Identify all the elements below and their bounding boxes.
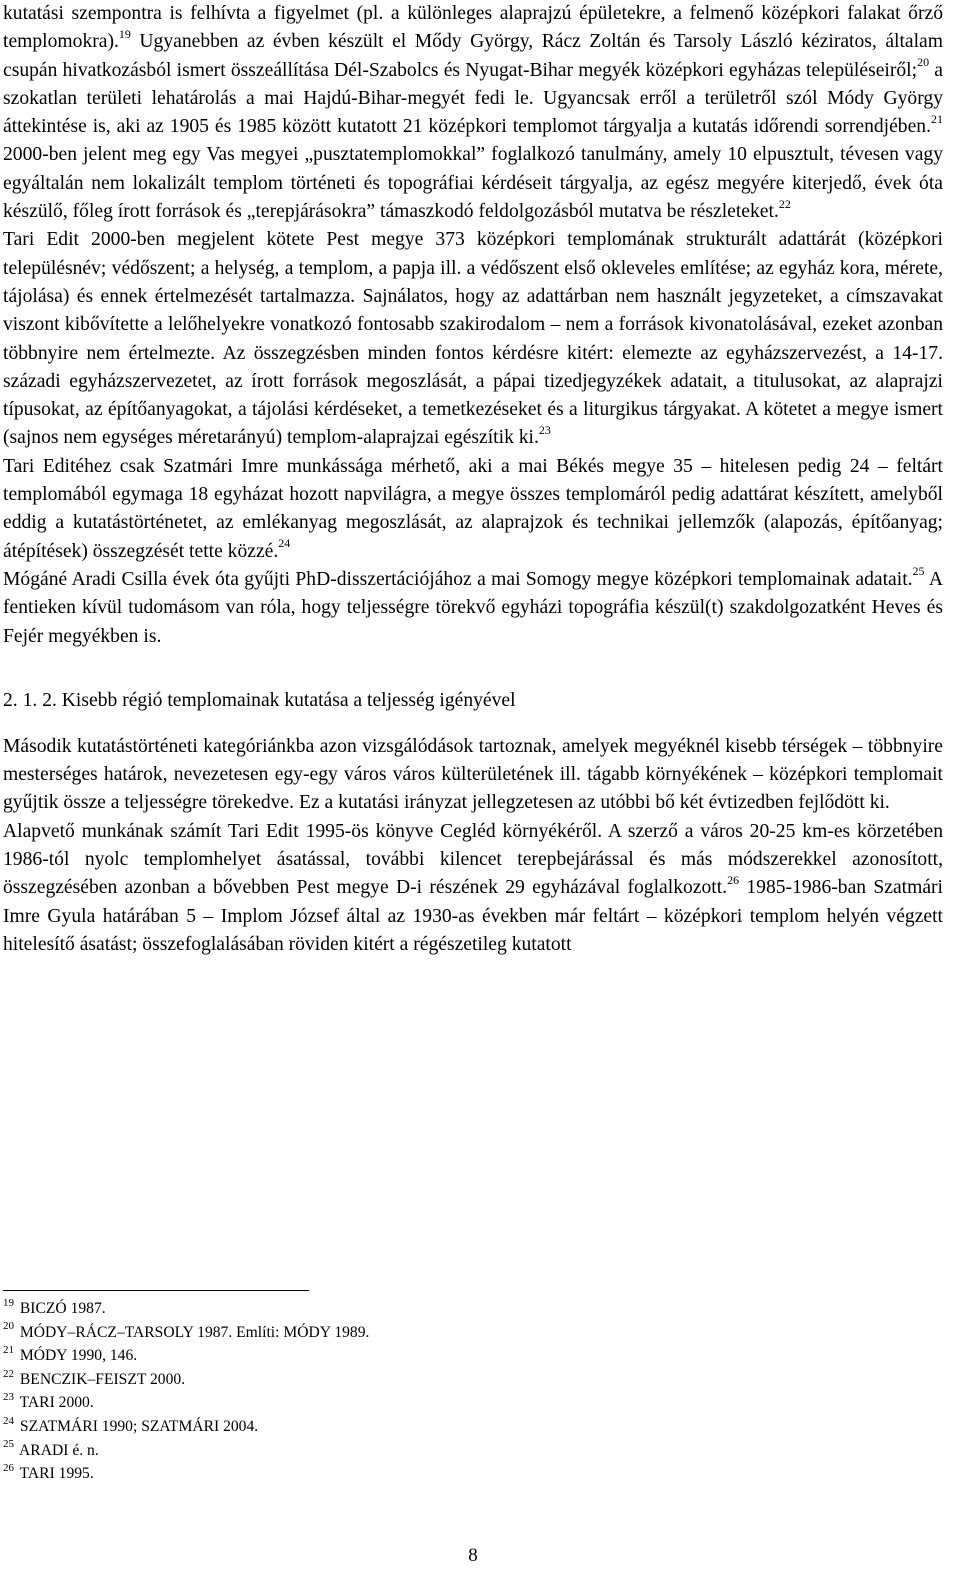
- footnote-ref[interactable]: 25: [912, 564, 925, 579]
- paragraph-text: a szokatlan területi lehatárolás a mai Hajdú-Bihar-megyét fedi le. Ugyancsak erről a területről szól Módy György áttekintése is, aki az 1905 és 1985 között kutatott 21 középkori templomot tárgyalja a kutatás időrendi sorrendjében.: [3, 59, 943, 138]
- footnote-text: BENCZIK–FEISZT 2000.: [19, 1370, 186, 1388]
- paragraph-group-2: [3, 733, 943, 959]
- paragraph-text: Mógáné Aradi Csilla évek óta gyűjti PhD-disszertációjához a mai Somogy megye középkori templomainak adatait.: [3, 568, 913, 590]
- footnote: [3, 1415, 703, 1439]
- spacer: [3, 651, 943, 687]
- paragraph: [3, 733, 943, 818]
- footnote-number: 23: [3, 1391, 14, 1404]
- footnote: [3, 1439, 703, 1463]
- footnote-ref[interactable]: 26: [727, 872, 740, 887]
- paragraph-text: Alapvető munkának számít Tari Edit 1995-ös könyve Cegléd környékéről. A szerző a város 20-25 km-es körzetében 1986-tól nyolc templomhelyet ásatással, további kilencet terepbejárással és más módszerekkel azonosított, összegzésében azonban a bővebben Pest megye D-i részének 29 egyházával foglalkozott.: [3, 820, 943, 899]
- paragraph-text: kutatási szempontra is felhívta a figyelmet (pl. a különleges alaprajzú épületekre, a felmenő középkori falakat őrző templomokra).: [3, 3, 943, 53]
- footnote-ref[interactable]: 19: [118, 26, 131, 41]
- footnote: [3, 1368, 703, 1392]
- paragraph-group-1: [3, 0, 943, 651]
- footnote: [3, 1344, 703, 1368]
- paragraph-text: Tari Editéhez csak Szatmári Imre munkássága mérhető, aki a mai Békés megye 35 – hitelesen pedig 24 – feltárt templomából egymaga 18 egyházat hozott napvilágra, a megye összes templomáról pedig adattárat készített, amelyből eddig a kutatástörténetet, az emlékanyag megoszlását, az alaprajzok és technikai jellemzők (alapozás, építőanyag; átépítések) összegzését tette közzé.: [3, 455, 943, 562]
- paragraph-text: Második kutatástörténeti kategóriánkba azon vizsgálódások tartoznak, amelyek megyéknél kisebb térségek – többnyire mesterséges határok, nevezetesen egy-egy város város külterületének ill. tágabb környékének – középkori templomait gyűjtik össze a teljességre törekedve. Ez a kutatási irányzat jellegzetesen az utóbbi bő két évtizedben fejlődött ki.: [3, 735, 943, 814]
- page-number: 8: [468, 1545, 478, 1566]
- paragraph-text: 1985-1986-ban Szatmári Imre Gyula határában 5 – Implom József által az 1930-as években már feltárt – középkori templom helyén végzett hitelesítő ásatást; összefoglalásában röviden kitért a régészetileg kutatott: [3, 877, 944, 955]
- footnote: [3, 1462, 703, 1486]
- footnote-ref[interactable]: 24: [278, 536, 291, 551]
- footnotes: [3, 1297, 703, 1486]
- footnote-text: BICZÓ 1987.: [19, 1300, 106, 1317]
- paragraph: [3, 0, 943, 226]
- paragraph-text: Ugyanebben az évben készült el Mődy György, Rácz Zoltán és Tarsoly László kéziratos, általam csupán hivatkozásból ismert összeállítása Dél-Szabolcs és Nyugat-Bihar megyék középkori egyházas településeiről;: [3, 31, 943, 81]
- footnote-number: 20: [3, 1320, 14, 1333]
- paragraph-text: A fentieken kívül tudomásom van róla, hogy teljességre törekvő egyházi topográfia készül(t) szakdolgozatként Heves és Fejér megyékben is.: [3, 568, 943, 647]
- footnote-number: 21: [3, 1344, 14, 1356]
- footnote-text: ARADI é. n.: [19, 1441, 99, 1459]
- footnote-text: TARI 1995.: [19, 1465, 94, 1483]
- main-text: [3, 0, 943, 959]
- footnote: [3, 1321, 703, 1345]
- footnote-text: MÓDY 1990, 146.: [19, 1347, 138, 1365]
- footnote-text: TARI 2000.: [19, 1394, 94, 1412]
- footnote-number: 19: [3, 1296, 14, 1309]
- footnote-number: 22: [3, 1367, 14, 1380]
- footnote-number: 25: [3, 1438, 14, 1451]
- paragraph: [3, 226, 943, 452]
- footnote-number: 26: [3, 1461, 14, 1474]
- footnote-separator: [3, 1290, 309, 1291]
- paragraph-text: Tari Edit 2000-ben megjelent kötete Pest megye 373 középkori templomának strukturált adattárát (középkori településnév; védőszent; a helység, a templom, a papja ill. a védőszent első okleveles említése; az egyház kora, mérete, tájolása) és ennek értelmezését tartalmazza. Sajnálatos, hogy az adattárban nem használt jegyzeteket, a címszavakat viszont kibővítette a lelőhelyekre vonatkozó fontosabb szakirodalom – nem a források kivonatolásával, ezeket azonban többnyire nem értelmezte. Az összegzésben minden fontos kérdésre kitért: elemezte az egyházszervezést, a 14-17. századi egyházszervezetet, az írott források megoszlását, a pápai tizedjegyzékek adatait, a titulusokat, az alaprajzi típusokat, az építőanyagokat, a tájolási kérdéseket, a temetkezéseket és a liturgikus tárgyakat. A kötetet a megye ismert (sajnos nem egységes méretarányú) templom-alaprajzai egészítik ki.: [3, 229, 943, 449]
- paragraph: [3, 818, 943, 959]
- paragraph-text: 2000-ben jelent meg egy Vas megyei „pusztatemplomokkal” foglalkozó tanulmány, amely 10 elpusztult, tévesen vagy egyáltalán nem lokalizált templom történeti és topográfiai kérdéseit tárgyalja, az egész megyére kiterjedő, évek óta készülő, főleg írott források és „terepjárásokra” támaszkodó feldolgozásból mutatva be részleteket.: [3, 144, 943, 223]
- footnote-ref[interactable]: 21: [931, 111, 943, 126]
- footnote-number: 24: [3, 1414, 14, 1427]
- footnote: [3, 1297, 703, 1321]
- footnote-text: MÓDY–RÁCZ–TARSOLY 1987. Említi: MÓDY 1989.: [19, 1323, 370, 1341]
- footnote-ref[interactable]: 22: [778, 196, 791, 211]
- paragraph: [3, 566, 943, 651]
- footnote-ref[interactable]: 23: [538, 422, 551, 437]
- footnote-ref[interactable]: 20: [917, 55, 930, 70]
- footnote: [3, 1391, 703, 1415]
- footnote-text: SZATMÁRI 1990; SZATMÁRI 2004.: [19, 1417, 259, 1435]
- paragraph: [3, 453, 943, 566]
- section-heading: 2. 1. 2. Kisebb régió templomainak kutatása a teljesség igényével: [3, 689, 516, 711]
- spacer: [3, 715, 943, 733]
